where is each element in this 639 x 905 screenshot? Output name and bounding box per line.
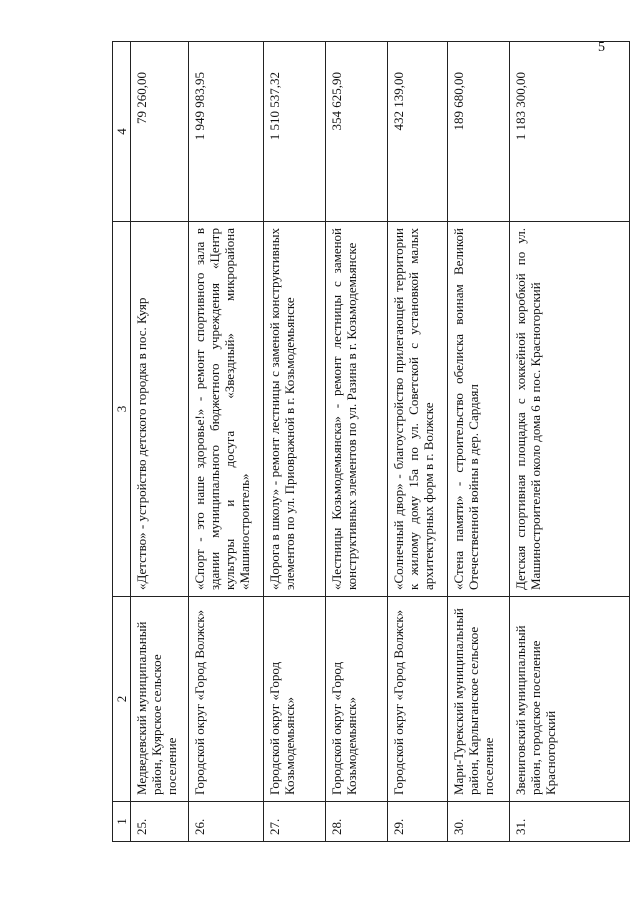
table-row (510, 42, 630, 842)
row-amount: 1 183 300,00 (510, 42, 630, 222)
row-area: Городской округ «Город Козьмодемьянск» (326, 597, 388, 802)
row-number: 26. (189, 802, 264, 842)
row-area: Городской округ «Город Волжск» (189, 597, 264, 802)
row-area: Медведевский муниципальный район, Куярское сельское поселение (131, 597, 189, 802)
column-header: 4 (113, 42, 131, 222)
row-amount: 354 625,90 (326, 42, 388, 222)
row-area: Звениговский муниципальный район, городское поселение Красногорский (510, 597, 630, 802)
row-amount: 1 949 983,95 (189, 42, 264, 222)
row-project: «Спорт - это наше здоровье!» - ремонт спортивного зала в здании муниципального бюджетного учреждения «Центр культуры и досуга «Звездный» микрорайона «Машиностроитель» (189, 222, 264, 597)
row-project: «Солнечный двор» - благоустройство прилегающей территории к жилому дому 15а по ул. Советской с установкой малых архитектурных форм в г. Волжске (388, 222, 448, 597)
table-header-row (113, 42, 131, 842)
row-number: 27. (264, 802, 326, 842)
column-header: 3 (113, 222, 131, 597)
row-project: «Лестницы Козьмодемьянска» - ремонт лестницы с заменой конструктивных элементов по ул. Разина в г. Козьмодемьянске (326, 222, 388, 597)
table-row (264, 42, 326, 842)
table-row (388, 42, 448, 842)
row-amount: 432 139,00 (388, 42, 448, 222)
column-header: 2 (113, 597, 131, 802)
row-area: Городской округ «Город Козьмодемьянск» (264, 597, 326, 802)
row-project: Детская спортивная площадка с хоккейной коробкой по ул. Машиностроителей около дома 6 в пос. Красногорский (510, 222, 630, 597)
projects-table (112, 41, 630, 842)
table-row (448, 42, 510, 842)
row-project: «Детство» - устройство детского городка в пос. Куяр (131, 222, 189, 597)
row-area: Городской округ «Город Волжск» (388, 597, 448, 802)
row-number: 30. (448, 802, 510, 842)
row-area: Мари-Турекский муниципальный район, Карлыганское сельское поселение (448, 597, 510, 802)
row-project: «Дорога в школу» - ремонт лестницы с заменой конструктивных элементов по ул. Приовражной в г. Козьмодемьянске (264, 222, 326, 597)
row-amount: 79 260,00 (131, 42, 189, 222)
row-project: «Стена памяти» - строительство обелиска воинам Великой Отечественной войны в дер. Сардаял (448, 222, 510, 597)
row-number: 31. (510, 802, 630, 842)
column-header: 1 (113, 802, 131, 842)
row-number: 28. (326, 802, 388, 842)
rotated-table-wrapper (112, 42, 627, 842)
table-row (326, 42, 388, 842)
table-row (131, 42, 189, 842)
row-number: 25. (131, 802, 189, 842)
table-row (189, 42, 264, 842)
row-amount: 189 680,00 (448, 42, 510, 222)
page-number: 5 (598, 40, 605, 55)
row-number: 29. (388, 802, 448, 842)
row-amount: 1 510 537,32 (264, 42, 326, 222)
